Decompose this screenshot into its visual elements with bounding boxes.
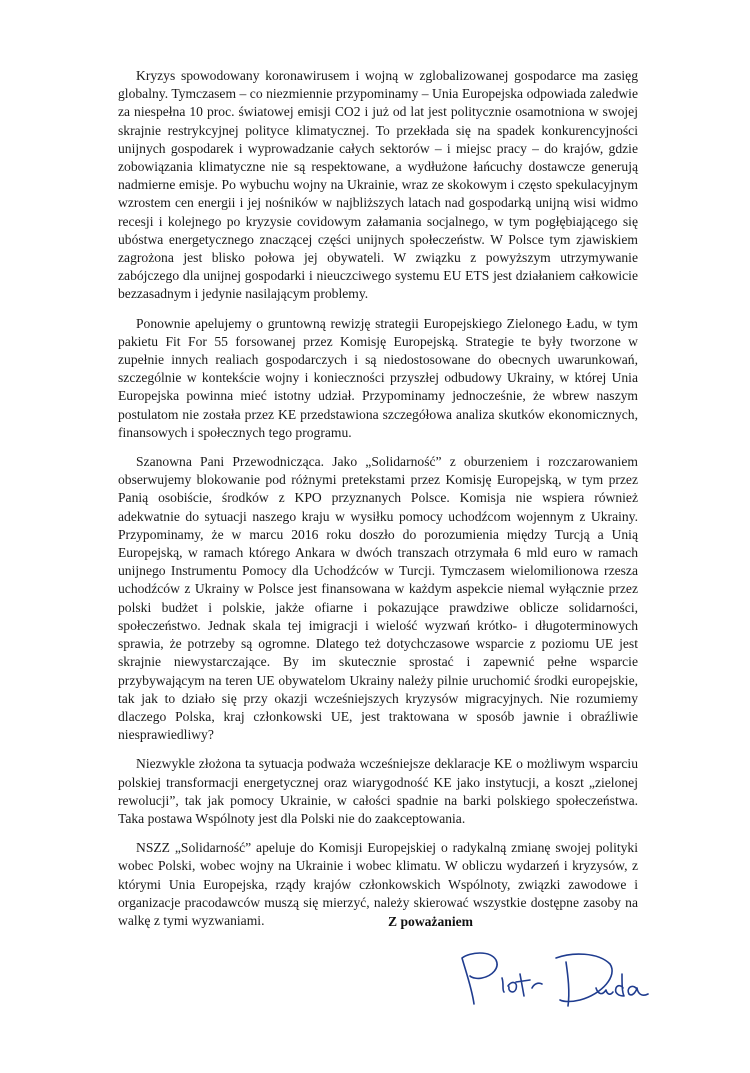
paragraph-3: Szanowna Pani Przewodnicząca. Jako „Solidarność” z oburzeniem i rozczarowaniem obserwujemy blokowanie pod różnymi pretekstami przez Komisję Europejską, w tym przez Panią osobiście, środków z KPO przyznanych Polsce. Komisja nie wspiera również adekwatnie do sytuacji naszego kraju w wysiłku pomocy uchodźcom wojennym z Ukrainy. Przypominamy, że w marcu 2016 roku doszło do porozumienia między Turcją a Unią Europejską, w ramach którego Ankara w dwóch transzach otrzymała 6 mld euro w ramach unijnego Instrumentu Pomocy dla Uchodźców w Turcji. Tymczasem wielomilionowa rzesza uchodźców z Ukrainy w Polsce jest finansowana w każdym aspekcie niemal wyłącznie przez polski budżet i polskie, jakże ofiarne i pokazujące prawdziwe oblicze solidarności, społeczeństwo. Jednak skala tej imigracji i wielość wyzwań krótko- i długoterminowych sprawia, że potrzeby są ogromne. Dlatego też dotychczasowe wsparcie z poziomu UE jest skrajnie niewystarczające. By im skutecznie sprostać i zapewnić pełne wsparcie przybywającym na teren UE obywatelom Ukrainy należy pilnie uruchomić środki europejskie, tak jak to działo się przy okazji wcześniejszych kryzysów migracyjnych. Nie rozumiemy dlaczego Polska, kraj członkowski UE, jest traktowana w sposób jawnie i obraźliwie niesprawiedliwy? [118, 454, 638, 743]
closing-salutation: Z poważaniem [388, 914, 473, 929]
letter-body [118, 67, 638, 941]
paragraph-5: NSZZ „Solidarność” apeluje do Komisji Europejskiej o radykalną zmianę swojej polityki wobec Polski, wobec wojny na Ukrainie i wobec klimatu. W obliczu wydarzeń i kryzysów, z którymi Unia Europejska, rządy krajów członkowskich Wspólnoty, związki zawodowe i organizacje pracodawców muszą się mierzyć, należy skierować wszystkie dostępne zasoby na walkę z tymi wyzwaniami. [118, 840, 638, 928]
paragraph-1: Kryzys spowodowany koronawirusem i wojną w zglobalizowanej gospodarce ma zasięg globalny. Tymczasem – co niezmiennie przypominamy – Unia Europejska odpowiada zaledwie za niespełna 10 proc. światowej emisji CO2 i już od lat jest politycznie osamotniona w swojej skrajnie restrykcyjnej polityce klimatycznej. To przekłada się na spadek konkurencyjności unijnych gospodarek i wyprowadzanie całych sektorów – i miejsc pracy – do krajów, gdzie zobowiązania klimatyczne nie są respektowane, a wydłużone łańcuchy dostawcze generują nadmierne emisje. Po wybuchu wojny na Ukrainie, wraz ze skokowym i często spekulacyjnym wzrostem cen energii i jej nośników w najbliższych latach nad gospodarką unijną wisi widmo recesji i kolejnego po kryzysie covidowym załamania socjalnego, w tym pogłębiającego się ubóstwa energetycznego znaczącej części unijnych społeczeństw. W Polsce tym zjawiskiem zagrożona jest blisko połowa jej obywateli. W związku z powyższym utrzymywanie zabójczego dla unijnej gospodarki i nieuczciwego systemu EU ETS jest działaniem całkowicie bezzasadnym i jedynie nasilającym problemy. [118, 68, 638, 302]
paragraph-4: Niezwykle złożona ta sytuacja podważa wcześniejsze deklaracje KE o możliwym wsparciu polskiej transformacji energetycznej oraz wiarygodność KE jako instytucji, a koszt „zielonej rewolucji”, tak jak pomocy Ukrainie, w całości spadnie na barki polskiego społeczeństwa. Taka postawa Wspólnoty jest dla Polski nie do zaakceptowania. [118, 756, 638, 826]
handwritten-signature [452, 944, 662, 1014]
paragraph-2: Ponownie apelujemy o gruntowną rewizję strategii Europejskiego Zielonego Ładu, w tym pakietu Fit For 55 forsowanej przez Komisję Europejską. Strategie te były tworzone w zupełnie innych realiach gospodarczych i są niedostosowane do obecnych uwarunkowań, szczególnie w kontekście wojny i konieczności przyszłej odbudowy Ukrainy, w której Unia Europejska powinna mieć istotny udział. Przypominamy jednocześnie, że wbrew naszym postulatom nie została przez KE przedstawiona szczegółowa analiza skutków ekonomicznych, finansowych i społecznych tego programu. [118, 315, 638, 440]
